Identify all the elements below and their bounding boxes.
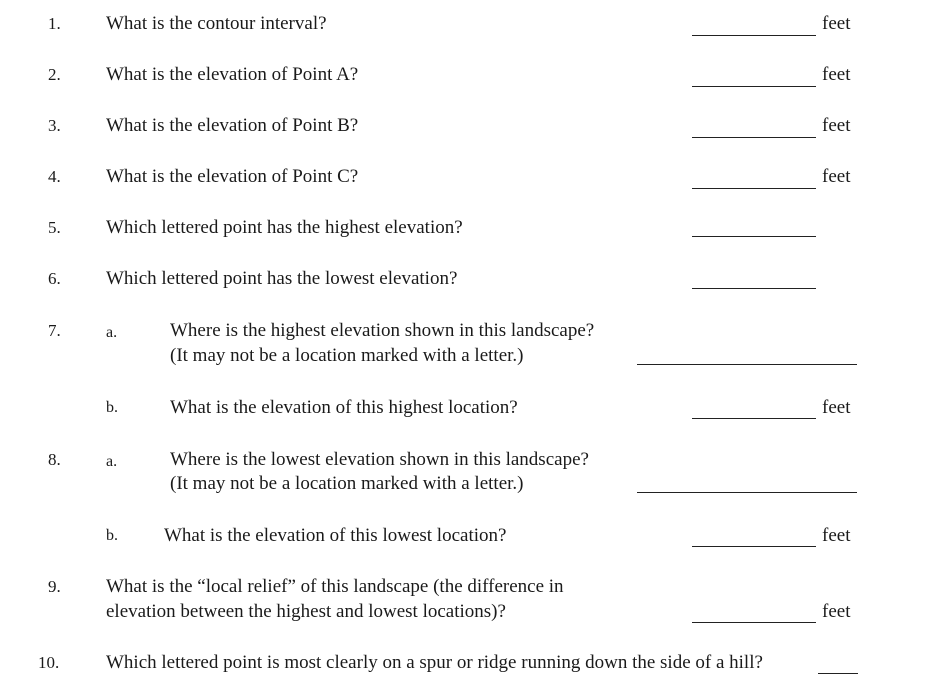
- question-text-line1: Where is the highest elevation shown in this landscape?: [170, 320, 595, 341]
- question-number: 9.: [48, 577, 61, 596]
- answer-blank[interactable]: [692, 546, 816, 547]
- unit-label: feet: [822, 115, 851, 136]
- question-text: What is the elevation of Point C?: [106, 166, 359, 187]
- question-number: 4.: [48, 167, 61, 186]
- question-number: 10.: [38, 653, 60, 672]
- question-number: 8.: [48, 450, 61, 469]
- answer-blank[interactable]: [692, 35, 816, 36]
- question-text-line1: Where is the lowest elevation shown in this landscape?: [170, 449, 589, 470]
- answer-blank[interactable]: [692, 288, 816, 289]
- question-text-line1: What is the “local relief” of this landscape (the difference in: [106, 576, 564, 597]
- subquestion-label: a.: [106, 453, 118, 470]
- subquestion-label: a.: [106, 324, 118, 341]
- answer-blank[interactable]: [692, 188, 816, 189]
- answer-blank[interactable]: [692, 622, 816, 623]
- answer-blank[interactable]: [692, 86, 816, 87]
- question-text-line2: (It may not be a location marked with a letter.): [170, 473, 524, 494]
- unit-label: feet: [822, 166, 851, 187]
- question-number: 5.: [48, 218, 61, 237]
- question-text: Which lettered point is most clearly on a spur or ridge running down the side of a hill?: [106, 652, 763, 673]
- question-number: 6.: [48, 269, 61, 288]
- answer-blank[interactable]: [692, 236, 816, 237]
- question-text: What is the elevation of this highest location?: [170, 397, 518, 418]
- answer-blank[interactable]: [637, 492, 857, 493]
- unit-label: feet: [822, 525, 851, 546]
- question-text-line2: elevation between the highest and lowest locations)?: [106, 601, 506, 622]
- question-text-line2: (It may not be a location marked with a letter.): [170, 345, 524, 366]
- answer-blank[interactable]: [818, 673, 858, 674]
- subquestion-label: b.: [106, 527, 118, 544]
- question-number: 7.: [48, 321, 61, 340]
- unit-label: feet: [822, 13, 851, 34]
- question-text: Which lettered point has the highest elevation?: [106, 217, 463, 238]
- question-number: 3.: [48, 116, 61, 135]
- unit-label: feet: [822, 601, 851, 622]
- question-number: 1.: [48, 14, 61, 33]
- question-number: 2.: [48, 65, 61, 84]
- question-text: What is the elevation of Point A?: [106, 64, 359, 85]
- question-text: Which lettered point has the lowest elevation?: [106, 268, 458, 289]
- unit-label: feet: [822, 64, 851, 85]
- answer-blank[interactable]: [637, 364, 857, 365]
- answer-blank[interactable]: [692, 418, 816, 419]
- question-text: What is the elevation of this lowest location?: [164, 525, 507, 546]
- subquestion-label: b.: [106, 399, 118, 416]
- answer-blank[interactable]: [692, 137, 816, 138]
- question-text: What is the contour interval?: [106, 13, 327, 34]
- question-text: What is the elevation of Point B?: [106, 115, 359, 136]
- unit-label: feet: [822, 397, 851, 418]
